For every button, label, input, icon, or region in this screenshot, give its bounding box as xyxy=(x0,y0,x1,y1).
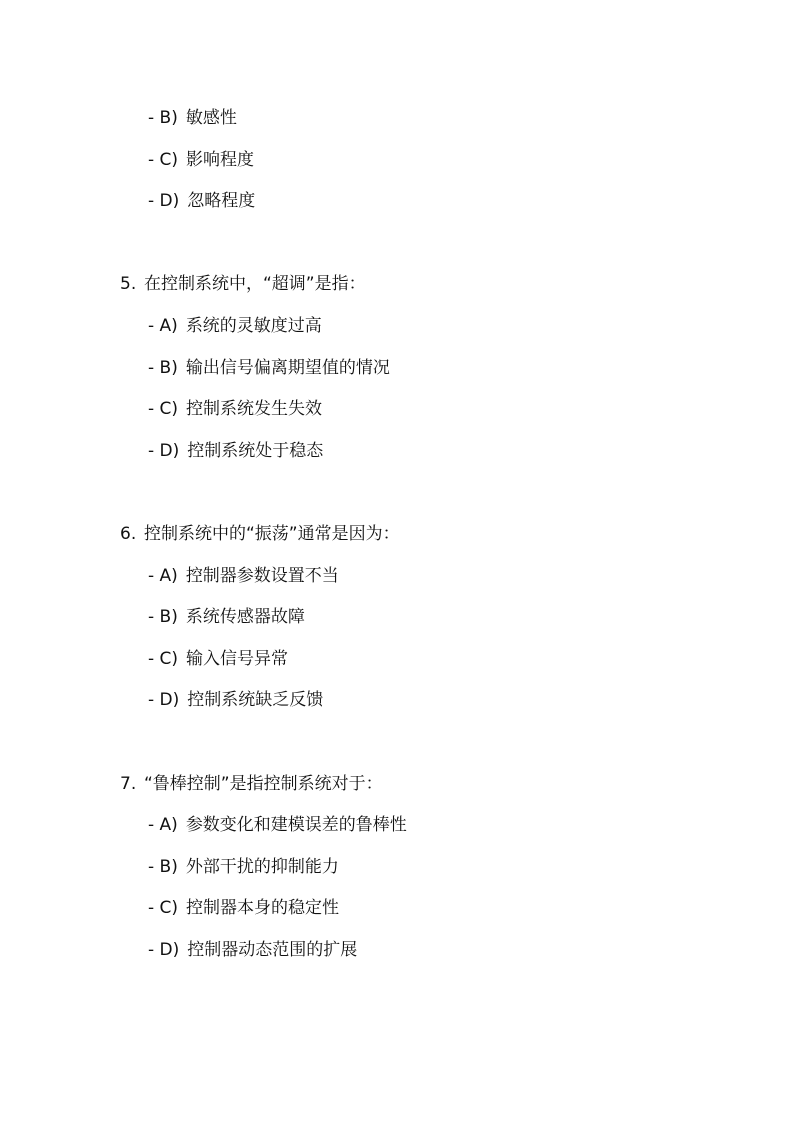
option-text: 输出信号偏离期望值的情况 xyxy=(185,358,390,378)
question-text: 在控制系统中，“超调”是指： xyxy=(144,274,366,294)
option-line xyxy=(148,814,407,836)
option-line xyxy=(148,856,339,878)
option-letter: - C) xyxy=(148,150,179,170)
option-letter: - A) xyxy=(148,815,178,835)
option-line xyxy=(148,440,323,462)
option-line xyxy=(148,606,305,628)
question-7 xyxy=(120,773,383,795)
option-text: 外部干扰的抑制能力 xyxy=(185,857,339,877)
option-letter: - A) xyxy=(148,566,178,586)
option-text: 输入信号异常 xyxy=(186,649,289,669)
option-text: 控制器动态范围的扩展 xyxy=(187,940,358,960)
option-text: 系统传感器故障 xyxy=(185,607,305,627)
question-6 xyxy=(120,523,400,545)
option-line xyxy=(148,398,322,420)
option-text: 忽略程度 xyxy=(187,191,256,211)
option-text: 影响程度 xyxy=(186,150,255,170)
option-line xyxy=(148,357,390,379)
option-line xyxy=(148,689,323,711)
question-number: 5. xyxy=(120,274,137,294)
option-letter: - C) xyxy=(148,399,179,419)
option-line xyxy=(148,107,237,129)
option-text: 控制器本身的稳定性 xyxy=(186,898,340,918)
option-line xyxy=(148,190,255,212)
question-text: 控制系统中的“振荡”通常是因为： xyxy=(144,524,400,544)
option-letter: - B) xyxy=(148,358,178,378)
question-number: 7. xyxy=(120,774,137,794)
option-letter: - C) xyxy=(148,649,179,669)
option-line xyxy=(148,149,254,171)
option-letter: - D) xyxy=(148,441,180,461)
question-number: 6. xyxy=(120,524,137,544)
option-line xyxy=(148,648,288,670)
option-line xyxy=(148,315,322,337)
option-letter: - D) xyxy=(148,940,180,960)
option-text: 控制器参数设置不当 xyxy=(185,566,339,586)
question-5 xyxy=(120,273,366,295)
option-text: 系统的灵敏度过高 xyxy=(185,316,322,336)
option-text: 控制系统缺乏反馈 xyxy=(187,690,324,710)
option-letter: - A) xyxy=(148,316,178,336)
option-letter: - D) xyxy=(148,191,180,211)
option-text: 控制系统发生失效 xyxy=(186,399,323,419)
option-letter: - B) xyxy=(148,857,178,877)
option-letter: - C) xyxy=(148,898,179,918)
option-letter: - D) xyxy=(148,690,180,710)
option-text: 敏感性 xyxy=(185,108,237,128)
option-text: 控制系统处于稳态 xyxy=(187,441,324,461)
option-line xyxy=(148,939,357,961)
option-letter: - B) xyxy=(148,108,178,128)
option-text: 参数变化和建模误差的鲁棒性 xyxy=(185,815,407,835)
option-line xyxy=(148,897,339,919)
option-line xyxy=(148,565,339,587)
question-text: “鲁棒控制”是指控制系统对于： xyxy=(144,774,383,794)
option-letter: - B) xyxy=(148,607,178,627)
